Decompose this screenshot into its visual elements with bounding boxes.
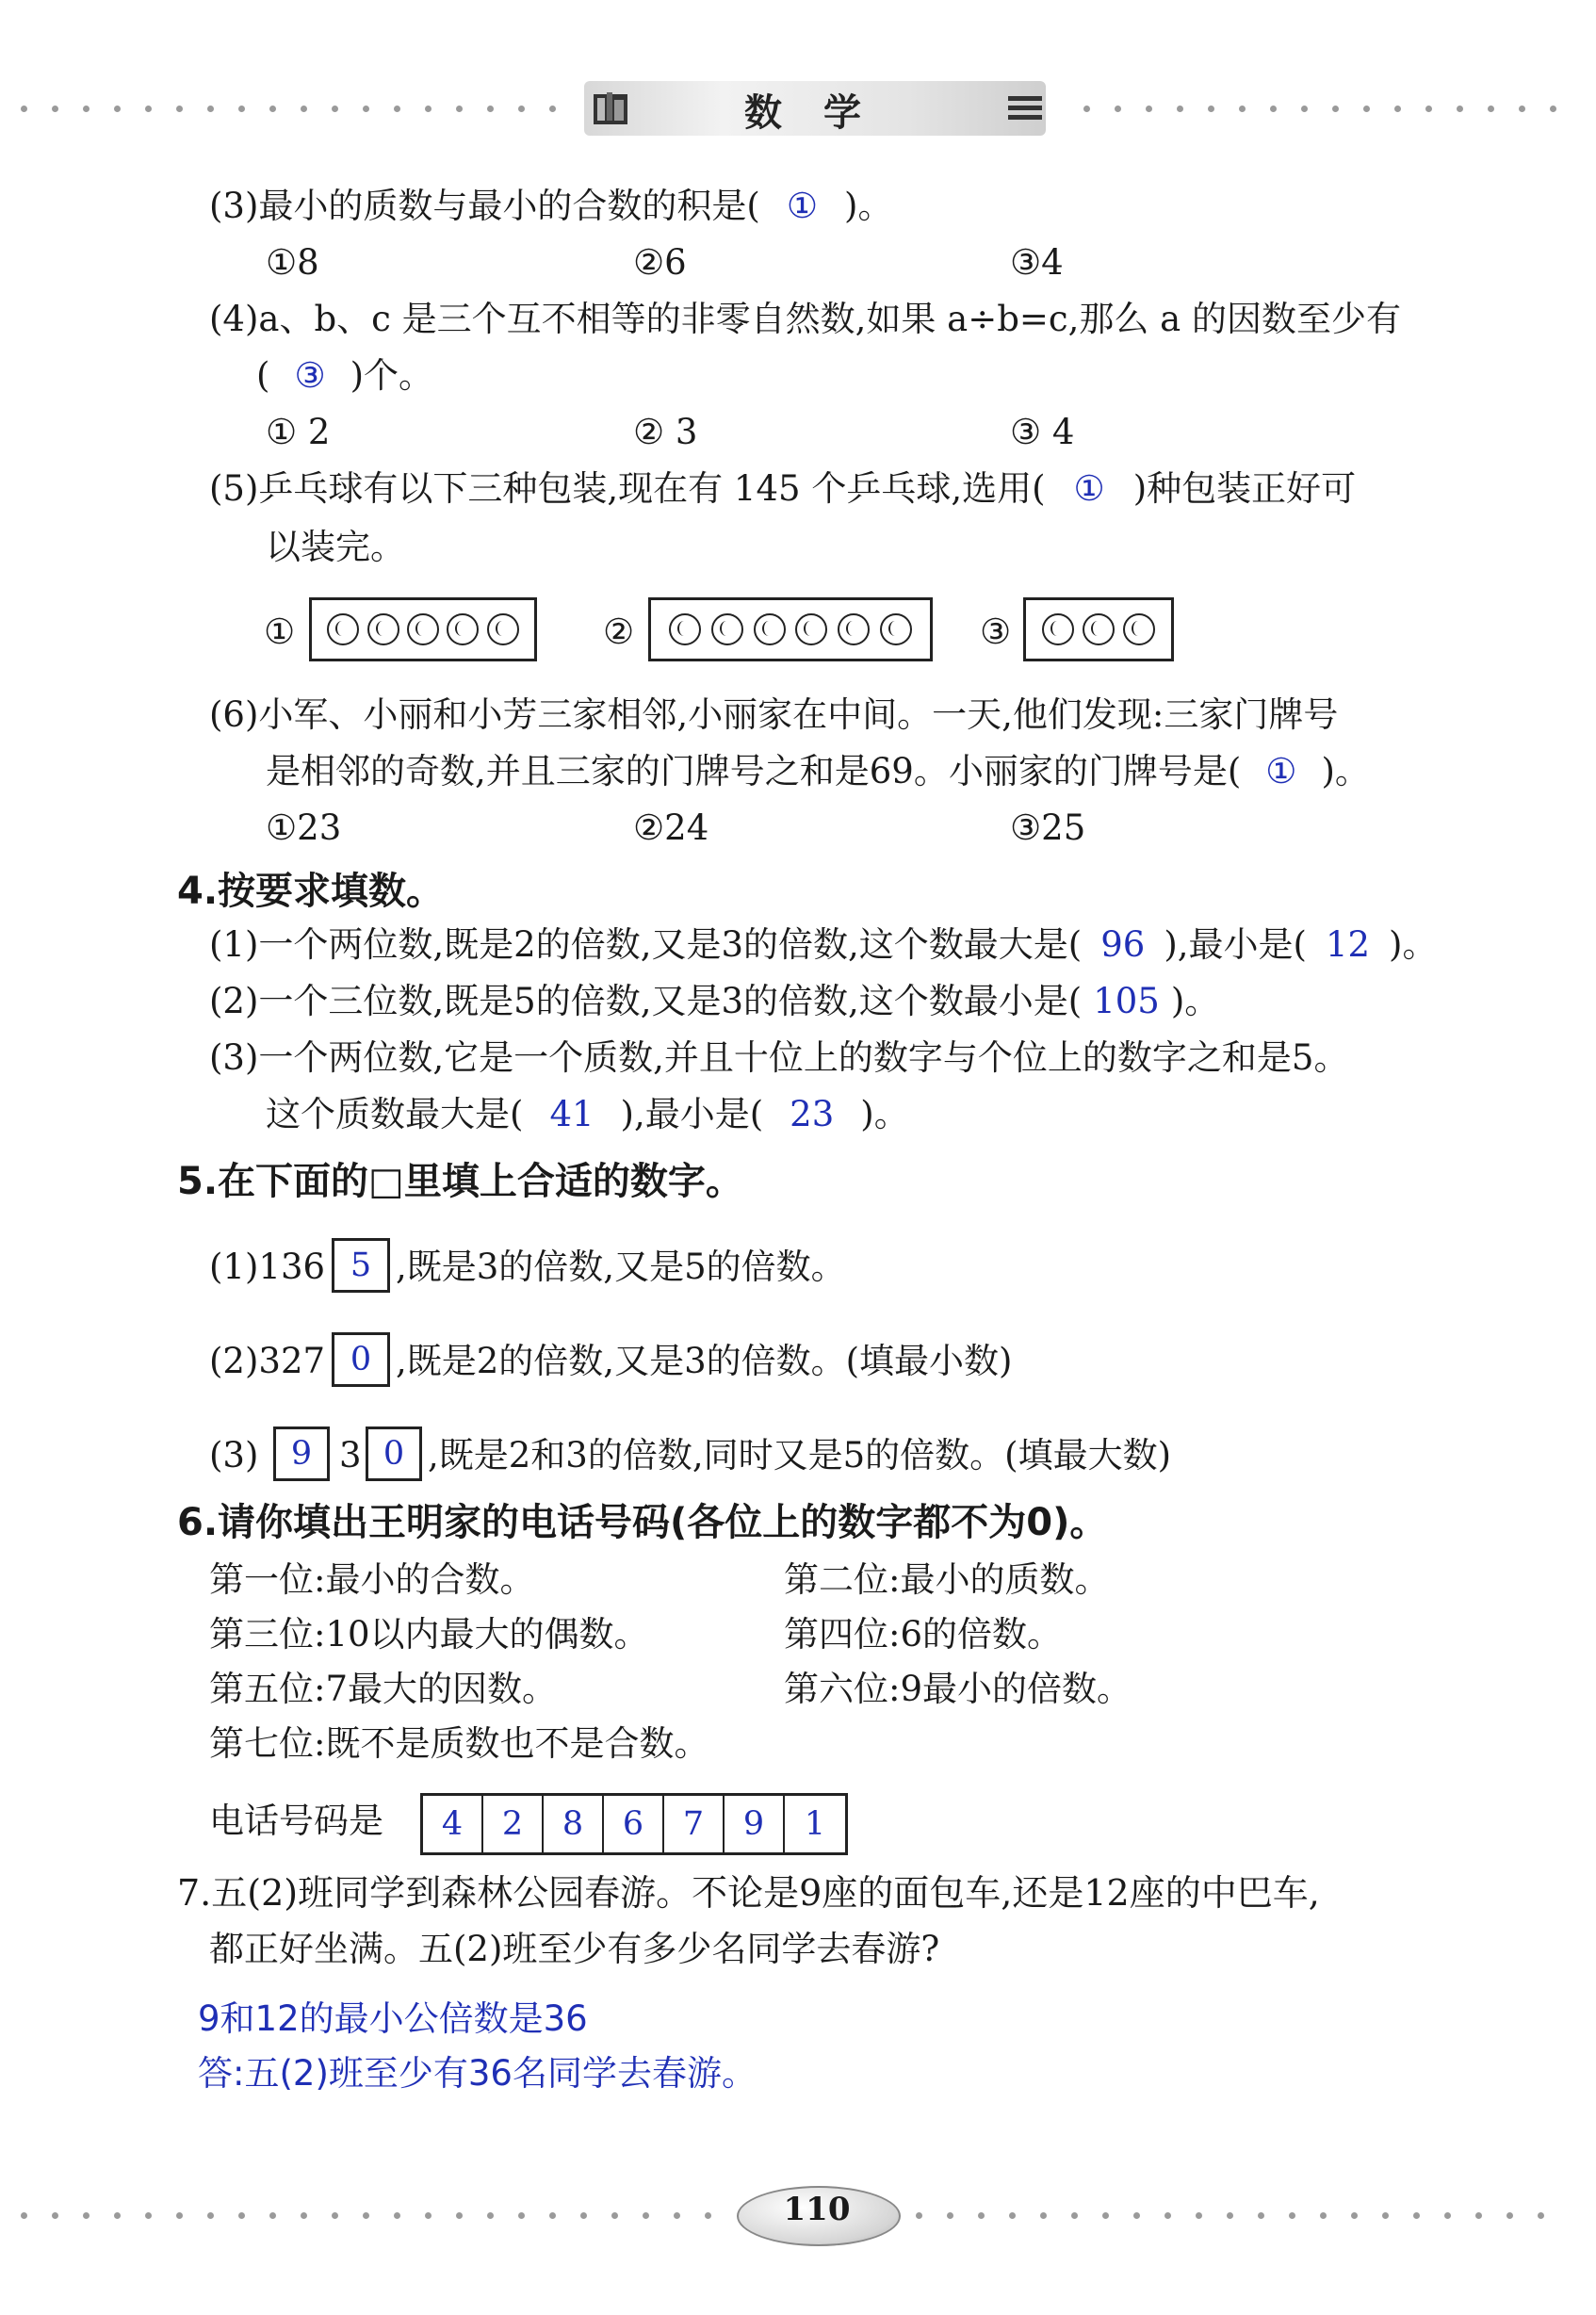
option: ②6: [633, 242, 687, 283]
option: ③4: [1010, 242, 1064, 283]
ball-icon: [669, 613, 701, 645]
ball-icon: [487, 613, 519, 645]
q5-p3-b: ,既是2和3的倍数,同时又是5的倍数。(填最大数): [428, 1435, 1172, 1475]
answer: ①: [1073, 468, 1105, 509]
book-icon: [592, 89, 629, 128]
ball-icon: [754, 613, 786, 645]
q3-p5-line2: 以装完。: [266, 527, 405, 567]
ball-icon: [327, 613, 359, 645]
clue: 第七位:既不是质数也不是合数。: [209, 1723, 709, 1764]
q7-line1: 7.五(2)班同学到森林公园春游。不论是9座的面包车,还是12座的中巴车,: [177, 1872, 1320, 1914]
phone-digit: 4: [423, 1796, 483, 1852]
q3-p4-stem: (4)a、b、c 是三个互不相等的非零自然数,如果 a÷b=c,那么 a 的因数至少有: [209, 299, 1401, 339]
answer: ①: [786, 186, 819, 226]
footer-dots-left: [21, 2212, 711, 2219]
footer-dots-right: [916, 2212, 1544, 2219]
ball-icon: [838, 613, 870, 645]
q5-p2-b: ,既是2的倍数,又是3的倍数。(填最小数): [396, 1341, 1013, 1381]
answer-box: 9: [273, 1426, 330, 1481]
answer: 105: [1093, 981, 1160, 1021]
q3-p5-stem: (5)乒乓球有以下三种包装,现在有 145 个乒乓球,选用( ① )种包装正好可: [209, 468, 1357, 509]
q5-p1-a: (1)136: [209, 1247, 326, 1287]
phone-digit: 9: [725, 1796, 785, 1852]
phone-digit: 2: [483, 1796, 544, 1852]
clue: 第四位:6的倍数。: [784, 1614, 1063, 1655]
clue: 第三位:10以内最大的偶数。: [209, 1614, 649, 1655]
answer-box: 5: [332, 1238, 390, 1293]
clue: 第六位:9最小的倍数。: [784, 1669, 1132, 1709]
ball-icon: [447, 613, 479, 645]
option: ①8: [266, 242, 319, 283]
clue: 第一位:最小的合数。: [209, 1559, 535, 1600]
pack-option-3: [1023, 597, 1174, 661]
header-dots-left: [21, 106, 556, 112]
answer-box: 0: [366, 1426, 422, 1481]
ball-icon: [880, 613, 912, 645]
q6-title: 6.请你填出王明家的电话号码(各位上的数字都不为0)。: [177, 1501, 1108, 1544]
answer: ①: [1265, 751, 1297, 791]
ball-icon: [407, 613, 439, 645]
page-number: 110: [783, 2191, 851, 2228]
header-dots-right: [1083, 106, 1556, 112]
q7-line2: 都正好坐满。五(2)班至少有多少名同学去春游?: [209, 1929, 940, 1969]
q3-p3-stem: (3)最小的质数与最小的合数的积是( ① )。: [209, 186, 893, 226]
q7-answer-1: 9和12的最小公倍数是36: [198, 1998, 588, 2039]
q5-p3-mid: 3: [339, 1435, 362, 1475]
answer: 96: [1100, 924, 1146, 965]
option: ③25: [1010, 807, 1086, 848]
phone-label: 电话号码是: [209, 1801, 383, 1841]
q3-p6-line2: 是相邻的奇数,并且三家的门牌号之和是69。小丽家的门牌号是( ① )。: [266, 751, 1370, 791]
answer: 23: [790, 1094, 835, 1134]
option: ① 2: [266, 412, 331, 452]
option: ②24: [633, 807, 709, 848]
answer: 12: [1325, 924, 1371, 965]
option: ③ 4: [1010, 412, 1075, 452]
pack-option-1: [309, 597, 537, 661]
phone-digit: 7: [664, 1796, 725, 1852]
q5-p3-a: (3): [209, 1435, 259, 1475]
q5-p2-a: (2)327: [209, 1341, 326, 1381]
q4-p3-line2: 这个质数最大是( 41 ),最小是( 23 )。: [266, 1094, 909, 1134]
q4-p1: (1)一个两位数,既是2的倍数,又是3的倍数,这个数最大是( 96 ),最小是( 12 )。: [209, 924, 1438, 965]
pack3-label: ③: [980, 611, 1012, 652]
ball-icon: [1083, 613, 1115, 645]
answer: 41: [549, 1094, 594, 1134]
q7-answer-2: 答:五(2)班至少有36名同学去春游。: [198, 2053, 757, 2094]
answer-box: 0: [332, 1332, 390, 1387]
ball-icon: [367, 613, 399, 645]
header-title: 数学: [744, 91, 903, 135]
pack2-label: ②: [603, 611, 635, 652]
phone-digit: 8: [544, 1796, 604, 1852]
option: ①23: [266, 807, 342, 848]
pack1-label: ①: [264, 611, 296, 652]
pack-option-2: [648, 597, 933, 661]
clue: 第二位:最小的质数。: [784, 1559, 1110, 1600]
q3-p6-line1: (6)小军、小丽和小芳三家相邻,小丽家在中间。一天,他们发现:三家门牌号: [209, 694, 1339, 735]
phone-digit: 6: [604, 1796, 664, 1852]
q4-p2: (2)一个三位数,既是5的倍数,又是3的倍数,这个数最小是( 105 )。: [209, 981, 1220, 1021]
ball-icon: [711, 613, 743, 645]
ball-icon: [1042, 613, 1074, 645]
q5-title: 5.在下面的□里填上合适的数字。: [177, 1160, 743, 1203]
ball-icon: [795, 613, 827, 645]
q4-p3-line1: (3)一个两位数,它是一个质数,并且十位上的数字与个位上的数字之和是5。: [209, 1037, 1349, 1078]
q3-p4-blank: ( ③ )个。: [256, 355, 434, 396]
q5-p1-b: ,既是3的倍数,又是5的倍数。: [396, 1247, 846, 1287]
clue: 第五位:7最大的因数。: [209, 1669, 558, 1709]
q4-title: 4.按要求填数。: [177, 870, 445, 913]
ball-icon: [1123, 613, 1155, 645]
phone-digit: 1: [804, 1805, 826, 1843]
phone-number-table: [420, 1793, 848, 1855]
menu-icon: [1006, 94, 1044, 122]
answer: ③: [294, 355, 326, 396]
option: ② 3: [633, 412, 698, 452]
